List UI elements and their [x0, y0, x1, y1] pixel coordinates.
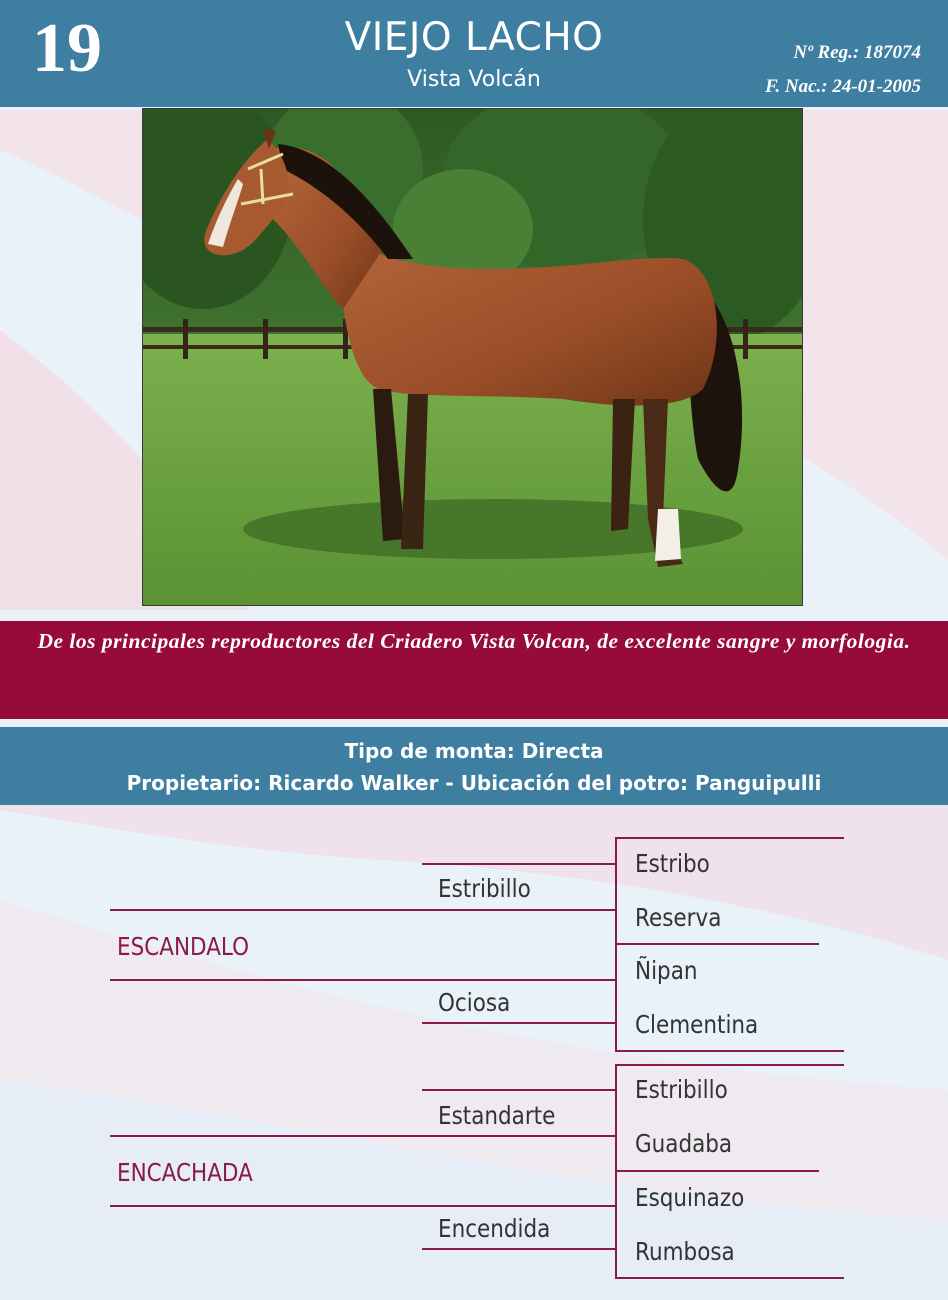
- grandsire-1: Estribillo: [438, 874, 531, 903]
- description-band: [0, 621, 948, 719]
- ped-line: [422, 1022, 617, 1024]
- great-grandsire-4: Esquinazo: [635, 1183, 745, 1212]
- ped-line: [615, 837, 844, 839]
- breeder-name: Vista Volcán: [407, 67, 541, 92]
- description-text: De los principales reproductores del Criadero Vista Volcan, de excelente sangre y morfologia.: [37, 629, 911, 653]
- birth-date: F. Nac.: 24-01-2005: [765, 76, 921, 97]
- ped-line: [422, 1089, 617, 1091]
- ped-line: [110, 1135, 617, 1137]
- ped-line: [615, 1050, 844, 1052]
- ped-line: [110, 1205, 617, 1207]
- ped-line: [422, 863, 617, 865]
- lot-number: 19: [32, 10, 102, 87]
- owner-location: Propietario: Ricardo Walker - Ubicación del potro: Panguipulli: [126, 771, 822, 795]
- ped-line: [615, 1170, 617, 1279]
- great-grandsire-1: Estribo: [635, 849, 710, 878]
- ped-line: [615, 1170, 819, 1172]
- granddam-2: Encendida: [438, 1214, 551, 1243]
- ped-line: [615, 1064, 844, 1066]
- pedigree-tree: [0, 820, 948, 1290]
- info-band: [0, 727, 948, 805]
- horse-photo-illustration: [143, 109, 802, 605]
- header-bar: [0, 0, 948, 107]
- great-grandsire-3: Estribillo: [635, 1075, 728, 1104]
- ped-line: [615, 1064, 617, 1171]
- great-granddam-3: Guadaba: [635, 1129, 733, 1158]
- great-granddam-2: Clementina: [635, 1010, 759, 1039]
- great-granddam-4: Rumbosa: [635, 1237, 735, 1266]
- ped-line: [110, 909, 617, 911]
- dam-name: ENCACHADA: [117, 1158, 253, 1187]
- registration-number: Nº Reg.: 187074: [793, 42, 921, 63]
- ped-line: [110, 979, 617, 981]
- mount-type: Tipo de monta: Directa: [344, 739, 604, 763]
- ped-line: [615, 1277, 844, 1279]
- sire-name: ESCANDALO: [117, 932, 250, 961]
- grandsire-2: Estandarte: [438, 1101, 556, 1130]
- horse-photo: [142, 108, 803, 606]
- ped-line: [615, 943, 819, 945]
- granddam-1: Ociosa: [438, 988, 511, 1017]
- great-granddam-1: Reserva: [635, 903, 722, 932]
- ped-line: [615, 943, 617, 1052]
- ped-line: [422, 1248, 617, 1250]
- great-grandsire-2: Ñipan: [635, 956, 698, 985]
- horse-name: VIEJO LACHO: [344, 15, 604, 60]
- ped-line: [615, 837, 617, 944]
